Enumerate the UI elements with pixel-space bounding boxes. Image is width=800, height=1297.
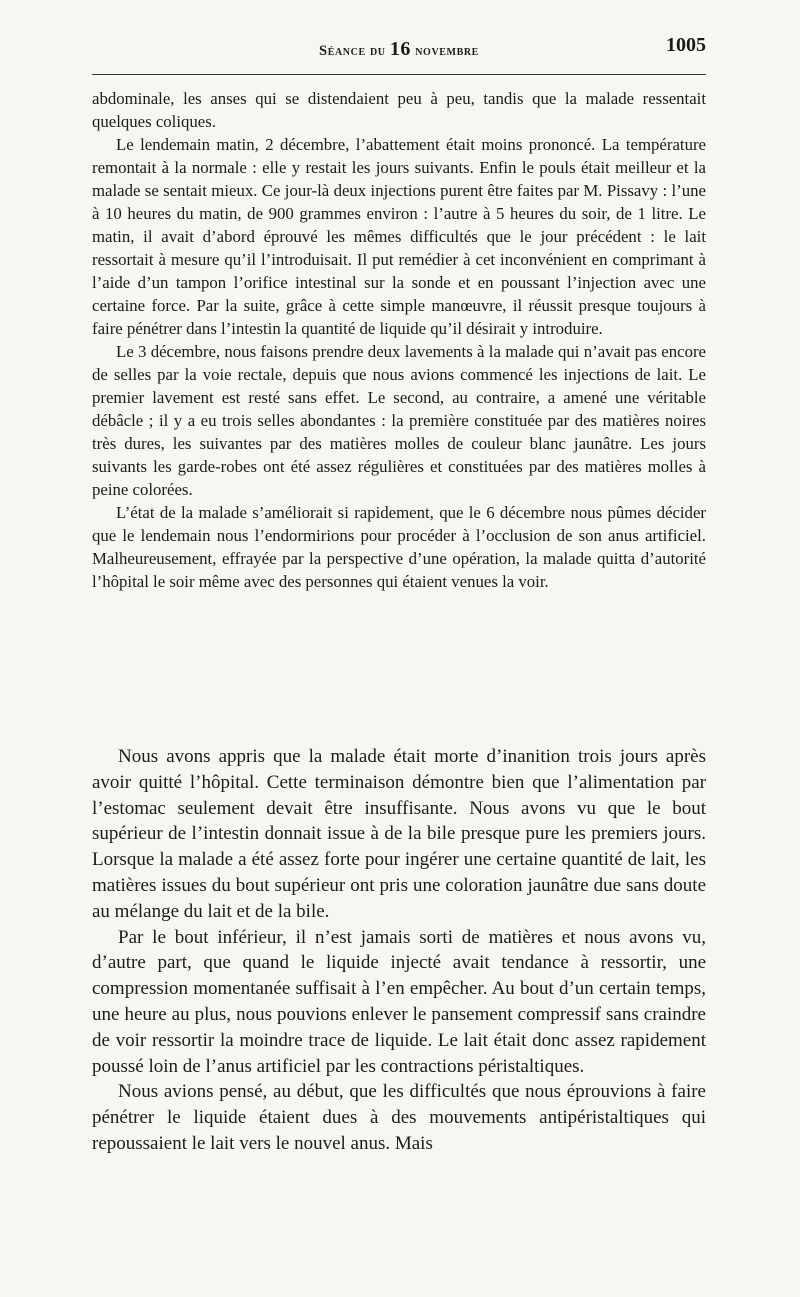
paragraph: Nous avons appris que la malade était morte d’inanition trois jours après avoir quitté l’hôpital. Cette terminaison démontre bien que l’alimentation par l’estomac seulement devait être insuffisante. Nous avons vu que le bout supérieur de l’intestin donnait issue à de la bile presque pure les premiers jours. Lorsque la malade a été assez forte pour ingérer une certaine quantité de lait, les matières issues du bout supérieur ont pris une coloration jaunâtre due sans doute au mélange du lait et de la bile.: [92, 746, 706, 922]
paragraph: Par le bout inférieur, il n’est jamais sorti de matières et nous avons vu, d’autre part, que quand le liquide injecté avait tendance à ressortir, une compression momentanée suffisait à l’en empêcher. Au bout d’un certain temps, une heure au plus, nous pouvions enlever le pansement compressif sans craindre de voir ressortir la moindre trace de liquide. Le lait était donc assez rapidement poussé loin de l’anus artificiel par les contractions péristaltiques.: [92, 926, 706, 1077]
paragraph: abdominale, les anses qui se distendaient peu à peu, tandis que la malade ressentait quelques coliques.: [92, 89, 706, 131]
header-rule: [92, 74, 706, 75]
case-report-section: [92, 87, 706, 593]
discussion-section: [92, 744, 706, 1157]
paragraph: Le lendemain matin, 2 décembre, l’abattement était moins prononcé. La température remontait à la normale : elle y restait les jours suivants. Enfin le pouls était meilleur et la malade se sentait mieux. Ce jour-là deux injections purent être faites par M. Pissavy : l’une à 10 heures du matin, de 900 grammes environ : l’autre à 5 heures du soir, de 1 litre. Le matin, il avait d’abord éprouvé les mêmes difficultés que le jour précédent : le lait ressortait à mesure qu’il l’introduisait. Il put remédier à cet inconvénient en comprimant à l’aide d’un tampon l’orifice intestinal sur la sonde et en poussant l’injection avec une certaine force. Par la suite, grâce à cette simple manœuvre, il réussit presque toujours à faire pénétrer dans l’intestin la quantité de liquide qu’il désirait y introduire.: [92, 135, 706, 338]
paragraph: Le 3 décembre, nous faisons prendre deux lavements à la malade qui n’avait pas encore de selles par la voie rectale, depuis que nous avions commencé les injections de lait. Le premier lavement est resté sans effet. Le second, au contraire, a amené une véritable débâcle ; il y a eu trois selles abondantes : la première constituée par des matières noires très dures, les suivantes par des matières molles de couleur blanc jaunâtre. Les jours suivants les garde-robes ont été assez régulières et constituées par des matières molles à peine colorées.: [92, 342, 706, 499]
page-number: 1005: [666, 34, 706, 56]
running-head-title: [92, 38, 706, 61]
running-head-month: novembre: [411, 43, 479, 59]
running-header: [92, 34, 706, 62]
paragraph: L’état de la malade s’améliorait si rapidement, que le 6 décembre nous pûmes décider que le lendemain nous l’endormirions pour procéder à l’occlusion de son anus artificiel. Malheureusement, effrayée par la perspective d’une opération, la malade quitta d’autorité l’hôpital le soir même avec des personnes qui étaient venues la voir.: [92, 503, 706, 591]
running-head-day: 16: [389, 38, 412, 60]
running-head-text: Séance du: [319, 43, 390, 59]
paragraph: Nous avions pensé, au début, que les difficultés que nous éprouvions à faire pénétrer le liquide étaient dues à des mouvements antipéristaltiques qui repoussaient le lait vers le nouvel anus. Mais: [92, 1081, 706, 1154]
